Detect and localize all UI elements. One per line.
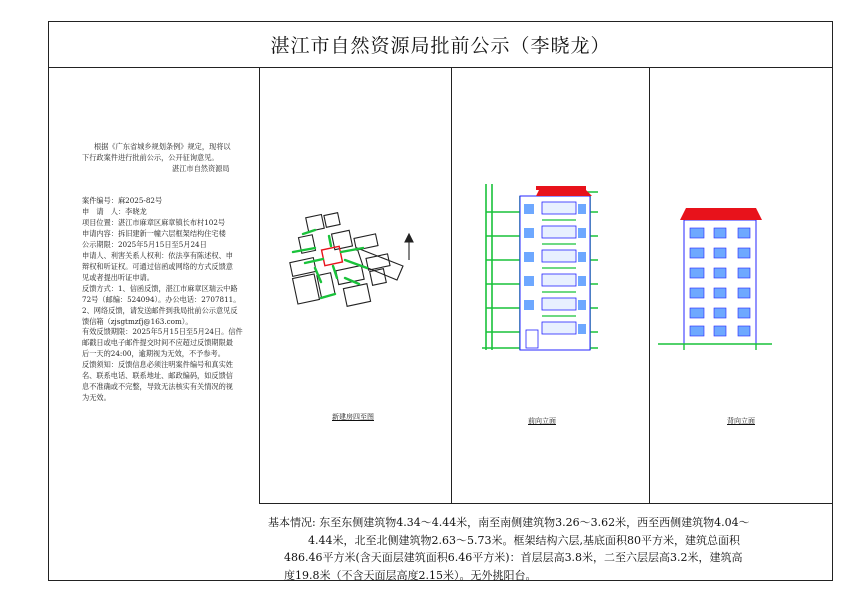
feedback-line: 2、网络反馈，请发送邮件到我局批前公示意见反 [82, 306, 238, 315]
basic-info [268, 514, 828, 584]
intro-line: 根据《广东省城乡规划条例》规定，现将以 [94, 142, 231, 151]
note-line: 邮戳日或电子邮件提交时间不应超过反馈期限最 [82, 338, 233, 347]
rights-line: 申请人、利害关系人权利：依法享有陈述权、申 [82, 251, 233, 260]
note-line: 为无效。 [82, 393, 111, 402]
case-block [82, 195, 240, 327]
page-title: 湛江市自然资源局批前公示（李晓龙） [49, 22, 832, 68]
divider [649, 67, 650, 503]
basic-info-line: 486.46平方米(含天面层建筑面积6.46平方米)：首层层高3.8米，二至六层层高3.2米，建筑高 [284, 551, 743, 564]
divider [451, 67, 452, 503]
rights-line: 见或者提出听证申请。 [82, 273, 154, 282]
site-plan-drawing [285, 208, 415, 313]
content: 申请内容：拆旧建新一幢六层框架结构住宅楼 [82, 229, 226, 238]
period: 公示期限：2025年5月15日至5月24日 [82, 240, 207, 249]
feedback-line: 72号（邮编：524094）。办公电话：2707811。 [82, 295, 241, 304]
basic-info-line: 度19.8米（不含天面层高度2.15米）。无外挑阳台。 [284, 568, 537, 582]
note-line: 息不准确或不完整，导致无法核实有关情况的视 [82, 382, 233, 391]
back-elevation-drawing [654, 200, 774, 355]
front-elevation-drawing [480, 180, 600, 355]
feedback-line: 反馈方式：1、信函反馈，湛江市麻章区瑞云中路 [82, 284, 238, 293]
basic-info-line: 基本情况: 东至东侧建筑物4.34～4.44米，南至南侧建筑物3.26～3.62米，西至西侧建筑物4.04～ [268, 516, 750, 529]
rights-line: 辩权和听证权。可通过信函或网络的方式反馈意 [82, 262, 233, 271]
intro-line: 下行政案件进行批前公示，公开征询意见。 [82, 153, 219, 162]
front-elevation-caption: 前向立面 [528, 417, 556, 425]
notes-block [82, 326, 243, 403]
note-line: 名、联系电话、联系地址、邮政编码，如反馈信 [82, 371, 233, 380]
site-plan-caption: 新建房四至图 [332, 413, 374, 421]
intro-block [82, 141, 231, 174]
note-line: 有效反馈期限：2025年5月15日至5月24日。信件 [82, 327, 243, 336]
signer: 湛江市自然资源局 [172, 164, 230, 173]
divider [259, 503, 833, 504]
back-elevation-caption: 背向立面 [727, 417, 755, 425]
note-line: 后一天的24:00，逾期视为无效，不予参考。 [82, 349, 225, 358]
applicant: 申 请 人：李晓龙 [82, 207, 147, 216]
note-line: 反馈须知：反馈信息必须注明案件编号和真实姓 [82, 360, 233, 369]
basic-info-line: 4.44米，北至北侧建筑物2.63～5.73米。框架结构六层,基底面积80平方米，建筑总面积 [308, 533, 740, 547]
location: 项目位置：湛江市麻章区麻章镇长布村102号 [82, 218, 226, 227]
divider [259, 67, 260, 503]
case-no: 案件编号：麻2025-82号 [82, 196, 163, 205]
feedback-line: 馈信箱（zjsgtmzfj@163.com）。 [82, 317, 193, 326]
